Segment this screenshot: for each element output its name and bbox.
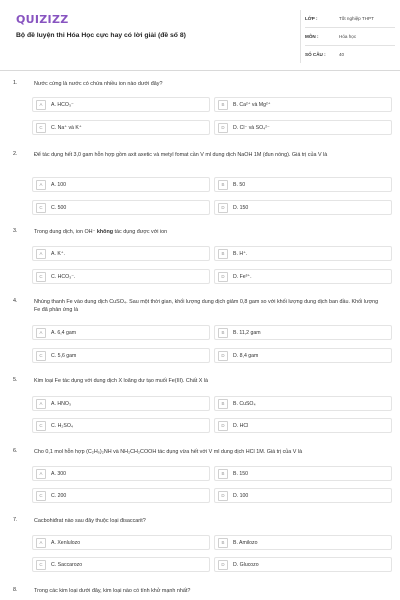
question-text-emphasis: không: [96, 229, 114, 235]
question-number: 5.: [13, 377, 18, 383]
option-b[interactable]: [214, 466, 392, 481]
option-text: B. Amilozo: [233, 539, 258, 546]
option-letter: A: [36, 399, 46, 409]
option-letter: B: [218, 538, 228, 548]
question-number: 3.: [13, 228, 18, 234]
option-d[interactable]: [214, 200, 392, 215]
question-number: 6.: [13, 448, 18, 454]
meta-row-count: [305, 46, 395, 63]
option-letter: A: [36, 538, 46, 548]
question-text: [34, 228, 384, 236]
option-b[interactable]: [214, 246, 392, 261]
option-letter: D: [218, 560, 228, 570]
option-text: D. 8,4 gam: [233, 352, 259, 359]
option-text: D. 150: [233, 204, 249, 211]
option-letter: D: [218, 491, 228, 501]
option-text: A. HNO₃: [51, 400, 71, 407]
question-text-part: tác dụng được với ion: [113, 229, 168, 235]
option-b[interactable]: [214, 325, 392, 340]
option-c[interactable]: [32, 348, 210, 363]
option-text: B. Ca²⁺ và Mg²⁺: [233, 101, 271, 108]
meta-value: 40: [339, 52, 345, 57]
option-text: D. Cl⁻ và SO₄²⁻: [233, 124, 270, 131]
option-text: B. CuSO₄: [233, 400, 256, 407]
option-d[interactable]: [214, 348, 392, 363]
option-c[interactable]: [32, 557, 210, 572]
option-text: B. 11,2 gam: [233, 329, 261, 336]
question-text: Trong các kim loại dưới đây, kim loại nào có tính khử mạnh nhất?: [34, 588, 191, 594]
question-text: Nước cứng là nước có chứa nhiều ion nào dưới đây?: [34, 81, 163, 87]
meta-key: LỚP :: [305, 16, 318, 21]
option-letter: C: [36, 560, 46, 570]
option-c[interactable]: [32, 488, 210, 503]
option-d[interactable]: [214, 120, 392, 135]
question-text: Cho 0,1 mol hỗn hợp (C₂H₅)₂NH và NH₂CH₂COOH tác dụng vừa hết với V ml dung dịch HCl 1M. Giá trị của V là: [34, 449, 303, 455]
option-letter: A: [36, 328, 46, 338]
option-text: C. 200: [51, 492, 67, 499]
option-text: A. HCO₃⁻: [51, 101, 74, 108]
option-letter: B: [218, 399, 228, 409]
option-text: D. Glucozo: [233, 561, 259, 568]
option-a[interactable]: [32, 535, 210, 550]
option-text: C. 500: [51, 204, 67, 211]
option-text: D. 100: [233, 492, 249, 499]
option-c[interactable]: [32, 120, 210, 135]
question-text: Để tác dụng hết 3,0 gam hỗn hợp gồm axit axetic và metyl fomat cần V ml dung dịch NaOH 1M (đun nóng). Giá trị của V là: [34, 152, 328, 158]
meta-value: Tốt nghiệp THPT: [339, 16, 374, 21]
quiz-title: Bộ đề luyện thi Hóa Học cực hay có lời giải (đề số 8): [16, 32, 186, 39]
question-number: 4.: [13, 298, 18, 304]
option-c[interactable]: [32, 418, 210, 433]
option-text: D. Fe³⁺.: [233, 273, 252, 280]
option-b[interactable]: [214, 97, 392, 112]
option-letter: C: [36, 421, 46, 431]
option-b[interactable]: [214, 177, 392, 192]
quiz-header: [0, 0, 400, 71]
option-letter: B: [218, 249, 228, 259]
option-text: D. HCl: [233, 422, 249, 429]
option-text: C. 5,6 gam: [51, 352, 77, 359]
option-a[interactable]: [32, 466, 210, 481]
option-a[interactable]: [32, 97, 210, 112]
option-letter: C: [36, 203, 46, 213]
option-letter: B: [218, 469, 228, 479]
option-text: C. Saccarozo: [51, 561, 83, 568]
option-d[interactable]: [214, 557, 392, 572]
option-d[interactable]: [214, 488, 392, 503]
option-a[interactable]: [32, 325, 210, 340]
question-text: Kim loại Fe tác dụng với dung dịch X loãng dư tạo muối Fe(III). Chất X là: [34, 378, 209, 384]
option-text: A. K⁺.: [51, 250, 65, 257]
option-a[interactable]: [32, 396, 210, 411]
option-b[interactable]: [214, 535, 392, 550]
option-letter: C: [36, 351, 46, 361]
option-letter: B: [218, 328, 228, 338]
option-d[interactable]: [214, 418, 392, 433]
question-text: Nhúng thanh Fe vào dung dịch CuSO₄. Sau một thời gian, khối lượng dung dịch giảm 0,8 gam so với khối lượng dung dịch ban đầu. Khối lượng Fe đã phản ứng là: [34, 299, 379, 313]
option-a[interactable]: [32, 177, 210, 192]
option-a[interactable]: [32, 246, 210, 261]
option-letter: D: [218, 203, 228, 213]
question-number: 2.: [13, 151, 18, 157]
quizizz-logo: QUIZIZZ: [16, 13, 69, 26]
option-letter: C: [36, 491, 46, 501]
option-letter: A: [36, 469, 46, 479]
option-letter: D: [218, 123, 228, 133]
option-letter: A: [36, 180, 46, 190]
meta-row-class: [305, 10, 395, 28]
option-c[interactable]: [32, 269, 210, 284]
meta-row-subject: [305, 28, 395, 46]
meta-key: SỐ CÂU :: [305, 52, 326, 57]
option-letter: D: [218, 421, 228, 431]
question-number: 8.: [13, 587, 18, 593]
option-letter: D: [218, 351, 228, 361]
option-text: A. 300: [51, 470, 66, 477]
option-letter: A: [36, 100, 46, 110]
option-letter: B: [218, 100, 228, 110]
question-text-part: Trong dung dịch, ion OH⁻: [34, 229, 97, 235]
option-letter: B: [218, 180, 228, 190]
option-text: C. Na⁺ và K⁺: [51, 124, 82, 131]
meta-key: MÔN :: [305, 34, 319, 39]
option-letter: A: [36, 249, 46, 259]
option-d[interactable]: [214, 269, 392, 284]
option-text: B. H⁺.: [233, 250, 248, 257]
option-letter: D: [218, 272, 228, 282]
option-b[interactable]: [214, 396, 392, 411]
option-text: A. 6,4 gam: [51, 329, 77, 336]
option-text: C. HCO₃⁻.: [51, 273, 76, 280]
question-number: 1.: [13, 80, 18, 86]
option-text: A. Xenlulozo: [51, 539, 81, 546]
option-c[interactable]: [32, 200, 210, 215]
option-letter: C: [36, 272, 46, 282]
option-text: C. H₂SO₄: [51, 422, 74, 429]
quiz-meta: [300, 10, 395, 63]
meta-value: Hóa học: [339, 34, 357, 39]
question-text: Cacbohiđrat nào sau đây thuộc loại đisaccarit?: [34, 518, 146, 524]
option-text: B. 150: [233, 470, 248, 477]
option-text: A. 100: [51, 181, 66, 188]
option-text: B. 50: [233, 181, 246, 188]
option-letter: C: [36, 123, 46, 133]
question-number: 7.: [13, 517, 18, 523]
